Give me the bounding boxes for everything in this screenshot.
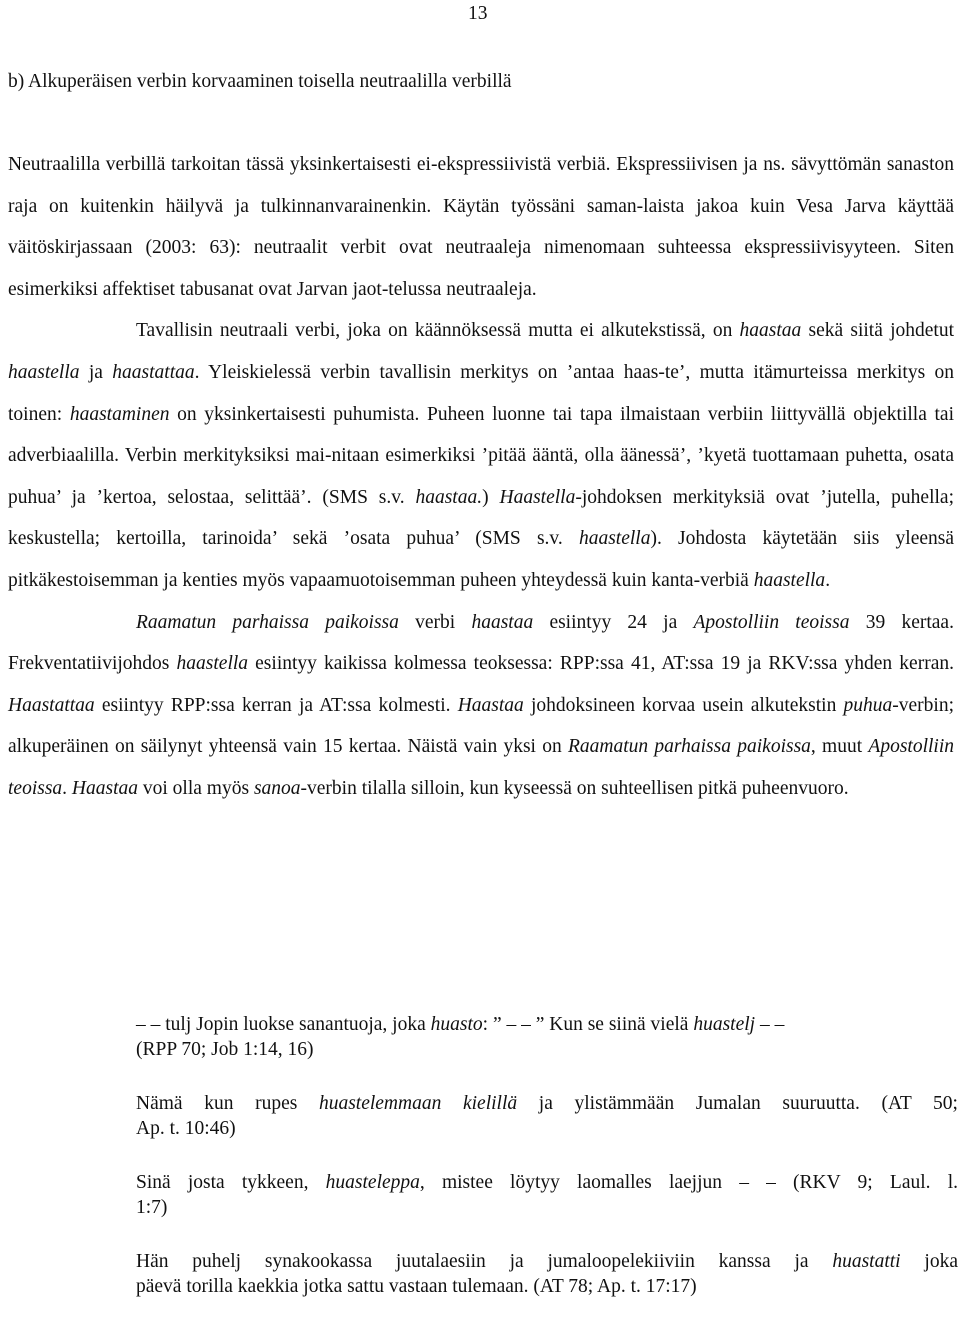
text-run: on yksinkertaisesti puhumista. Puheen luonne tai tapa ilmaistaan verbiin liittyvällä objektilla tai adverbiaalilla. Verbin merkityksiksi mai-nitaan esimerkiksi ’pitää ääntä, olla äänessä’, ’kyetä tuottamaan puhetta, osata puhua’ ja ’kertoa, selostaa, selittää’. (SMS s.v. [8, 403, 954, 508]
page-number: 13 [468, 3, 488, 24]
text-run: sekä siitä johdetut [801, 320, 954, 342]
section-heading: b) Alkuperäisen verbin korvaaminen toisella neutraalilla verbillä [8, 71, 512, 92]
text-run: – – tulj Jopin luokse sanantuoja, joka [136, 1014, 431, 1035]
italic-term: Haastaa [457, 694, 524, 716]
text-run: Ap. t. 10:46) [136, 1117, 236, 1139]
text-run: -johdoksen merkityksiä ovat ’jutella, puhella; keskustella; kertoilla, tarinoida’ sekä ’osata puhua’ (SMS s.v. [8, 486, 954, 550]
italic-term: huastelemmaan kielillä [318, 1093, 518, 1114]
example-line [136, 1013, 958, 1038]
text-run: Nämä kun rupes [136, 1093, 319, 1114]
italic-term: sanoa [253, 777, 301, 799]
italic-term: haastaa. [415, 486, 483, 508]
paragraph [8, 144, 954, 310]
text-run: ) [482, 486, 500, 508]
text-run: voi olla myös [138, 777, 254, 799]
italic-term: haastella [8, 361, 80, 383]
italic-term: Haastattaa [8, 694, 95, 716]
text-run: 1:7) [136, 1196, 168, 1218]
italic-term: Haastaa [71, 777, 139, 799]
text-run: (RPP 70; Job 1:14, 16) [136, 1038, 314, 1060]
italic-term: huastatti [832, 1251, 901, 1272]
text-run: esiintyy 24 ja [533, 611, 694, 633]
text-run: . [825, 569, 831, 591]
italic-term: haastella [753, 569, 826, 591]
italic-term: haastaa [739, 320, 802, 342]
example-quotes [136, 1013, 958, 1329]
italic-term: Apostolliin teoissa [8, 736, 954, 799]
italic-term: Raamatun parhaissa paikoissa [136, 611, 399, 633]
text-run: ja ylistämmään Jumalan suuruutta. (AT 50; [517, 1093, 958, 1114]
italic-term: haastaa [471, 611, 534, 633]
text-run: joka [900, 1251, 958, 1272]
text-run: Tavallisin neutraali verbi, joka on käännöksessä mutta ei alkutekstissä, on [136, 320, 740, 342]
paragraph [8, 310, 954, 601]
text-run: Sinä josta tykkeen, [136, 1172, 326, 1193]
example-line [136, 1117, 958, 1142]
example-line [136, 1038, 958, 1063]
text-run: ja [79, 361, 113, 383]
italic-term: huasto [430, 1014, 483, 1035]
italic-term: haastattaa [112, 361, 195, 383]
example-line [136, 1196, 958, 1221]
body-text [8, 144, 954, 810]
text-run: esiintyy kaikissa kolmessa teoksessa: RPP:ssa 41, AT:ssa 19 ja RKV:ssa yhden kerran. [248, 653, 954, 675]
text-run: Neutraalilla verbillä tarkoitan tässä yksinkertaisesti ei-ekspressiivistä verbiä. Ekspressiivisen ja ns. sävyttömän sanaston raja on kuitenkin häilyvä ja tulkinnanvarainenkin. Käytän työssäni saman-laista jakoa kuin Vesa Jarva käyttää väitöskirjassaan (2003: 63): neutraalit verbit ovat neutraaleja nimenomaan suhteessa ekspressiivisyyteen. Siten esimerkiksi affektiset tabusanat ovat Jarvan jaot-telussa neutraaleja. [8, 154, 954, 300]
italic-term: huasteleppa [325, 1172, 420, 1193]
example-line [136, 1275, 958, 1300]
text-run: päevä torilla kaekkia jotka sattu vastaan tulemaan. (AT 78; Ap. t. 17:17) [136, 1275, 697, 1297]
example-line [136, 1250, 958, 1275]
italic-term: haastella [176, 653, 249, 675]
italic-term: haastella [578, 528, 651, 550]
text-run: esiintyy RPP:ssa kerran ja AT:ssa kolmesti. [94, 694, 458, 716]
text-run: -verbin; alkuperäinen on säilynyt yhteensä vain 15 kertaa. Näistä vain yksi on [8, 694, 954, 758]
text-run: johdoksineen korvaa usein alkutekstin [523, 694, 844, 716]
example-quote [136, 1171, 958, 1220]
text-run: 39 kertaa. Frekventatiivijohdos [8, 611, 954, 675]
example-line [136, 1171, 958, 1196]
text-run: . [62, 777, 72, 799]
paragraph [8, 602, 954, 810]
text-run: verbi [398, 611, 472, 633]
italic-term: Raamatun parhaissa paikoissa [567, 736, 811, 758]
text-run: -verbin tilalla silloin, kun kyseessä on suhteellisen pitkä puheenvuoro. [300, 777, 849, 799]
text-run: , mistee löytyy laomalles laejjun – – (RKV 9; Laul. l. [419, 1172, 958, 1193]
text-run: ). Johdosta käytetään siis yleensä pitkäkestoisemman ja kenties myös vapaamuotoisemman puheen yhteydessä kuin kanta-verbiä [8, 528, 954, 591]
italic-term: haastaminen [69, 403, 170, 425]
text-run: : ” – – ” Kun se siinä vielä [482, 1014, 694, 1035]
text-run: . Yleiskielessä verbin tavallisin merkitys on ’antaa haas-te’, mutta itämurteissa merkitys on toinen: [8, 361, 955, 425]
italic-term: puhua [843, 694, 893, 716]
example-quote [136, 1013, 958, 1062]
italic-term: Haastella [499, 486, 576, 508]
example-quote [136, 1250, 958, 1299]
text-run: Hän puhelj synakookassa juutalaesiin ja jumaloopelekiiviin kanssa ja [136, 1251, 833, 1272]
italic-term: huastelj [693, 1014, 756, 1035]
text-run: – – [755, 1014, 785, 1035]
example-quote [136, 1092, 958, 1141]
italic-term: Apostolliin teoissa [693, 611, 850, 633]
text-run: , muut [810, 736, 869, 758]
example-line [136, 1092, 958, 1117]
